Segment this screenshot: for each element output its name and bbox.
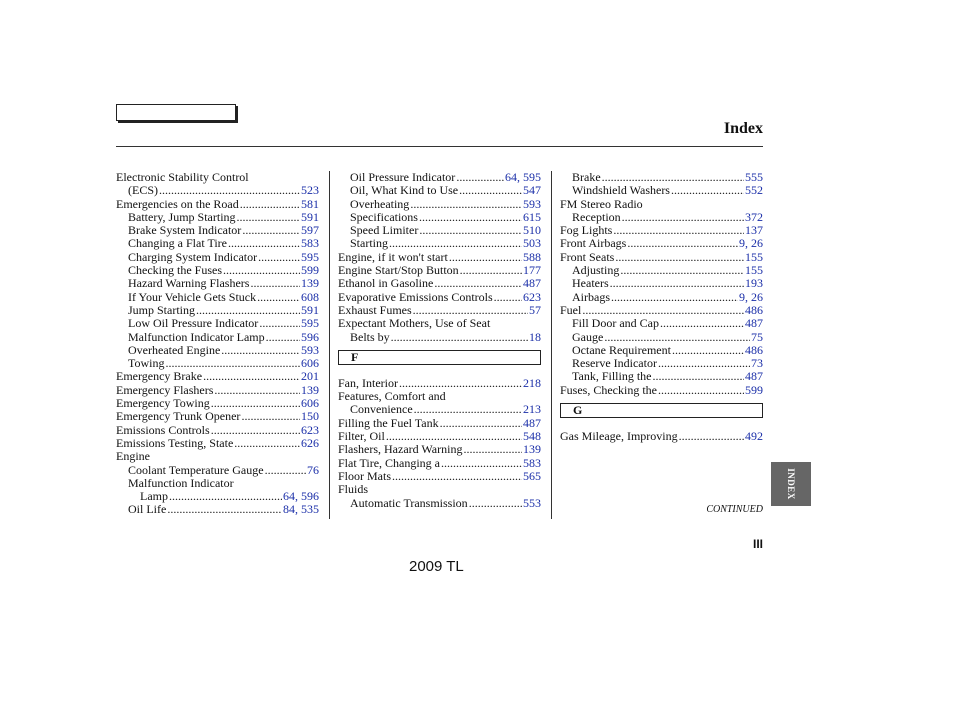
page-reference-link[interactable]: 599 [301, 263, 319, 278]
page-reference-link[interactable]: 64, 596 [283, 489, 319, 504]
page-reference-link[interactable]: 591 [301, 209, 319, 224]
page-reference-link[interactable]: 547 [523, 183, 541, 198]
leader-dots [265, 464, 306, 477]
leader-dots [456, 171, 504, 184]
index-entry [116, 171, 319, 184]
leader-dots [469, 497, 522, 510]
page-reference-link[interactable]: 218 [523, 375, 541, 390]
leader-dots [627, 237, 738, 250]
index-entry-text: Tank, Filling the [572, 369, 652, 384]
section-header: G [560, 403, 763, 418]
leader-dots [391, 331, 528, 344]
index-entry[interactable] [560, 291, 763, 304]
index-entry[interactable] [116, 357, 319, 370]
index-entry-text: Engine [116, 449, 150, 464]
index-entry-text: Flashers, Hazard Warning [338, 442, 463, 457]
leader-dots [610, 277, 744, 290]
index-entry-text: Heaters [572, 276, 609, 291]
index-entry[interactable] [338, 457, 541, 470]
page-reference-link[interactable]: 75 [751, 329, 763, 344]
page-reference-link[interactable]: 615 [523, 209, 541, 224]
leader-dots [386, 430, 522, 443]
leader-dots [250, 277, 300, 290]
index-entry[interactable] [116, 277, 319, 290]
index-column-2 [338, 171, 541, 510]
section-header: F [338, 350, 541, 365]
leader-dots [211, 397, 300, 410]
index-entry[interactable] [338, 291, 541, 304]
page-reference-link[interactable]: 623 [301, 422, 319, 437]
leader-dots [266, 331, 300, 344]
page-reference-link[interactable]: 487 [745, 316, 763, 331]
index-entry-text: Gas Mileage, Improving [560, 429, 678, 444]
page-reference-link[interactable]: 9, 26 [739, 236, 763, 251]
leader-dots [672, 344, 744, 357]
leader-dots [440, 417, 522, 430]
column-divider [329, 171, 330, 519]
index-entry[interactable] [560, 331, 763, 344]
leader-dots [620, 264, 744, 277]
leader-dots [241, 410, 300, 423]
page-reference-link[interactable]: 555 [745, 170, 763, 184]
index-entry-text: Hazard Warning Flashers [128, 276, 250, 291]
index-entry-text: Battery, Jump Starting [128, 209, 236, 224]
index-entry[interactable] [116, 410, 319, 423]
index-side-tab[interactable] [771, 462, 811, 506]
page-reference-link[interactable]: 57 [529, 302, 541, 317]
index-entry[interactable] [116, 211, 319, 224]
index-entry-text: Malfunction Indicator Lamp [128, 329, 265, 344]
index-entry-text: Malfunction Indicator [128, 475, 234, 490]
index-entry-text: Convenience [350, 402, 413, 417]
index-entry[interactable] [560, 370, 763, 383]
page-reference-link[interactable]: 548 [523, 429, 541, 444]
index-entry [338, 390, 541, 403]
page-reference-link[interactable]: 9, 26 [739, 289, 763, 304]
leader-dots [602, 171, 744, 184]
leader-dots [223, 264, 300, 277]
index-entry[interactable] [560, 171, 763, 184]
index-entry-text: Gauge [572, 329, 604, 344]
leader-dots [611, 291, 738, 304]
index-entry-text: Adjusting [572, 263, 620, 278]
index-entry-text: Emergency Towing [116, 396, 210, 411]
index-entry-text: Emergency Flashers [116, 382, 214, 397]
index-entry-text: If Your Vehicle Gets Stuck [128, 289, 257, 304]
leader-dots [159, 184, 300, 197]
index-entry-text: Low Oil Pressure Indicator [128, 316, 259, 331]
leader-dots [414, 403, 522, 416]
index-entry[interactable] [338, 430, 541, 443]
index-entry[interactable] [560, 264, 763, 277]
index-entry[interactable] [338, 417, 541, 430]
index-entry[interactable] [338, 171, 541, 184]
leader-dots [166, 357, 301, 370]
leader-dots [679, 430, 744, 443]
page-reference-link[interactable]: 606 [301, 356, 319, 371]
index-entry[interactable] [338, 184, 541, 197]
index-entry[interactable] [338, 377, 541, 390]
index-entry-text: Automatic Transmission [350, 495, 468, 510]
page-reference-link[interactable]: 591 [301, 302, 319, 317]
index-entry-text: Filter, Oil [338, 429, 385, 444]
page-reference-link[interactable]: 595 [301, 316, 319, 331]
page-title: Index [723, 120, 763, 137]
index-entry[interactable] [116, 370, 319, 383]
index-entry-text: Fog Lights [560, 223, 613, 238]
page-reference-link[interactable]: 593 [523, 196, 541, 211]
leader-dots [441, 457, 522, 470]
page-reference-link[interactable]: 623 [523, 289, 541, 304]
leader-dots [399, 377, 522, 390]
index-entry-text: Overheating [350, 196, 410, 211]
leader-dots [460, 264, 522, 277]
index-entry-text: Brake [572, 170, 601, 184]
leader-dots [604, 331, 750, 344]
index-entry-text: Airbags [572, 289, 610, 304]
page-reference-link[interactable]: 18 [529, 329, 541, 344]
index-entry-text: Checking the Fuses [128, 263, 222, 278]
index-entry-text: Starting [350, 236, 388, 251]
leader-dots [459, 184, 522, 197]
leader-dots [660, 317, 744, 330]
index-entry[interactable] [560, 384, 763, 397]
index-entry [338, 483, 541, 496]
leader-dots [240, 198, 300, 211]
leader-dots [658, 384, 744, 397]
index-entry-text: Jump Starting [128, 302, 196, 317]
index-entry[interactable] [116, 264, 319, 277]
leader-dots [221, 344, 300, 357]
index-entry-text: Belts by [350, 329, 390, 344]
leader-dots [259, 317, 300, 330]
index-entry-text: Overheated Engine [128, 342, 221, 357]
leader-dots [237, 211, 300, 224]
index-entry[interactable] [338, 470, 541, 483]
index-entry-text: Speed Limiter [350, 223, 419, 238]
index-entry-text: Emergency Brake [116, 369, 203, 384]
index-entry [116, 450, 319, 463]
page-reference-link[interactable]: 155 [745, 263, 763, 278]
index-entry[interactable] [116, 503, 319, 516]
index-entry[interactable] [116, 397, 319, 410]
index-side-tab-label: INDEX [785, 468, 796, 500]
leader-dots [257, 291, 300, 304]
page-reference-link[interactable]: 565 [523, 468, 541, 483]
page-reference-link[interactable]: 581 [301, 196, 319, 211]
index-entry[interactable] [116, 237, 319, 250]
index-entry[interactable] [116, 490, 319, 503]
page-reference-link[interactable]: 595 [301, 249, 319, 264]
leader-dots [242, 224, 300, 237]
index-entry-text: Octane Requirement [572, 342, 671, 357]
leader-dots [203, 370, 300, 383]
leader-dots [434, 277, 522, 290]
index-entry[interactable] [338, 224, 541, 237]
header-rule [116, 146, 763, 147]
header-box [116, 104, 236, 121]
page-reference-link[interactable]: 137 [745, 223, 763, 238]
index-entry-text: Specifications [350, 209, 418, 224]
index-entry-text: Emissions Controls [116, 422, 210, 437]
page-reference-link[interactable]: 84, 535 [283, 502, 319, 517]
page-reference-link[interactable]: 503 [523, 236, 541, 251]
index-entry[interactable] [560, 237, 763, 250]
page-reference-link[interactable]: 76 [307, 462, 319, 477]
page-reference-link[interactable]: 608 [301, 289, 319, 304]
index-entry[interactable] [338, 277, 541, 290]
index-entry-text: Fan, Interior [338, 375, 398, 390]
index-entry-text: Fuses, Checking the [560, 382, 657, 397]
page-reference-link[interactable]: 139 [301, 382, 319, 397]
index-entry[interactable] [338, 497, 541, 510]
index-entry[interactable] [116, 224, 319, 237]
index-entry[interactable] [338, 403, 541, 416]
leader-dots [449, 251, 522, 264]
index-entry-text: FM Stereo Radio [560, 196, 643, 211]
index-entry[interactable] [560, 357, 763, 370]
page-reference-link[interactable]: 486 [745, 302, 763, 317]
page-reference-link[interactable]: 593 [301, 342, 319, 357]
index-entry-text: Oil Life [128, 502, 167, 517]
page-reference-link[interactable]: 139 [301, 276, 319, 291]
index-entry[interactable] [116, 251, 319, 264]
index-entry-text: Emergency Trunk Opener [116, 409, 241, 424]
index-entry[interactable] [338, 443, 541, 456]
index-column-1 [116, 171, 319, 517]
index-entry-text: Exhaust Fumes [338, 302, 412, 317]
index-entry[interactable] [116, 464, 319, 477]
index-entry[interactable] [560, 304, 763, 317]
page-reference-link[interactable]: 626 [301, 435, 319, 450]
index-entry[interactable] [560, 317, 763, 330]
page-reference-link[interactable]: 583 [301, 236, 319, 251]
index-entry-text: Ethanol in Gasoline [338, 276, 434, 291]
index-entry[interactable] [116, 291, 319, 304]
index-entry[interactable] [116, 331, 319, 344]
page-reference-link[interactable]: 597 [301, 223, 319, 238]
index-entry-text: Electronic Stability Control [116, 170, 249, 184]
index-entry[interactable] [116, 304, 319, 317]
leader-dots [613, 224, 744, 237]
index-entry[interactable] [560, 211, 763, 224]
index-entry-text: Floor Mats [338, 468, 392, 483]
index-entry[interactable] [116, 198, 319, 211]
index-column-3 [560, 171, 763, 443]
leader-dots [463, 443, 522, 456]
leader-dots [413, 304, 528, 317]
leader-dots [419, 211, 522, 224]
page-reference-link[interactable]: 599 [745, 382, 763, 397]
page-reference-link[interactable]: 523 [301, 183, 319, 198]
index-entry[interactable] [338, 198, 541, 211]
index-entry-text: Fuel [560, 302, 582, 317]
index-entry-text: Fluids [338, 482, 369, 497]
index-entry-text: Features, Comfort and [338, 389, 446, 404]
page-reference-link[interactable]: 213 [523, 402, 541, 417]
leader-dots [214, 384, 300, 397]
index-entry[interactable] [116, 344, 319, 357]
index-entry-text: Front Airbags [560, 236, 627, 251]
index-entry[interactable] [338, 211, 541, 224]
leader-dots [211, 424, 300, 437]
index-entry-text: (ECS) [128, 183, 158, 198]
index-entry-text: Oil, What Kind to Use [350, 183, 459, 198]
index-entry-text: Towing [128, 356, 165, 371]
page-reference-link[interactable]: 606 [301, 396, 319, 411]
page-reference-link[interactable]: 73 [751, 356, 763, 371]
page-reference-link[interactable]: 510 [523, 223, 541, 238]
page-reference-link[interactable]: 64, 595 [505, 170, 541, 184]
index-entry[interactable] [116, 384, 319, 397]
index-entry[interactable] [560, 184, 763, 197]
page-number: III [752, 537, 763, 551]
index-entry[interactable] [560, 224, 763, 237]
index-entry-text: Brake System Indicator [128, 223, 242, 238]
index-entry-text: Reception [572, 209, 621, 224]
index-entry-text: Expectant Mothers, Use of Seat [338, 316, 491, 331]
leader-dots [258, 251, 300, 264]
page-reference-link[interactable]: 583 [523, 455, 541, 470]
leader-dots [494, 291, 522, 304]
index-entry[interactable] [116, 424, 319, 437]
index-entry-text: Front Seats [560, 249, 615, 264]
index-entry-text: Changing a Flat Tire [128, 236, 228, 251]
index-entry[interactable] [560, 344, 763, 357]
page-reference-link[interactable]: 177 [523, 263, 541, 278]
page-reference-link[interactable]: 553 [523, 495, 541, 510]
page-reference-link[interactable]: 487 [745, 369, 763, 384]
index-entry[interactable] [116, 184, 319, 197]
page-reference-link[interactable]: 201 [301, 369, 319, 384]
index-entry-text: Lamp [140, 489, 168, 504]
leader-dots [658, 357, 750, 370]
index-entry[interactable] [338, 251, 541, 264]
index-entry-text: Reserve Indicator [572, 356, 657, 371]
index-entry[interactable] [116, 437, 319, 450]
leader-dots [615, 251, 744, 264]
leader-dots [622, 211, 744, 224]
page-reference-link[interactable]: 372 [745, 209, 763, 224]
leader-dots [169, 490, 282, 503]
page-reference-link[interactable]: 596 [301, 329, 319, 344]
leader-dots [410, 198, 522, 211]
page-reference-link[interactable]: 155 [745, 249, 763, 264]
index-entry[interactable] [560, 251, 763, 264]
leader-dots [392, 470, 522, 483]
page-reference-link[interactable]: 150 [301, 409, 319, 424]
index-entry[interactable] [338, 304, 541, 317]
index-entry [560, 198, 763, 211]
index-entry [116, 477, 319, 490]
index-entry[interactable] [560, 430, 763, 443]
index-entry-text: Windshield Washers [572, 183, 670, 198]
leader-dots [389, 237, 522, 250]
index-entry[interactable] [560, 277, 763, 290]
leader-dots [582, 304, 744, 317]
leader-dots [653, 370, 745, 383]
index-entry-text: Fill Door and Cap [572, 316, 659, 331]
page-reference-link[interactable]: 487 [523, 276, 541, 291]
leader-dots [419, 224, 522, 237]
page-reference-link[interactable]: 487 [523, 415, 541, 430]
index-entry[interactable] [116, 317, 319, 330]
index-entry-text: Flat Tire, Changing a [338, 455, 441, 470]
leader-dots [196, 304, 300, 317]
leader-dots [234, 437, 300, 450]
index-entry[interactable] [338, 237, 541, 250]
index-entry-text: Emissions Testing, State [116, 435, 234, 450]
index-entry-text: Filling the Fuel Tank [338, 415, 439, 430]
leader-dots [671, 184, 744, 197]
index-entry-text: Oil Pressure Indicator [350, 170, 456, 184]
continued-note: CONTINUED [706, 504, 763, 515]
page-reference-link[interactable]: 492 [745, 429, 763, 444]
index-entry[interactable] [338, 264, 541, 277]
page-reference-link[interactable]: 552 [745, 183, 763, 198]
index-entry-text: Engine Start/Stop Button [338, 263, 459, 278]
index-entry [338, 317, 541, 330]
page-reference-link[interactable]: 486 [745, 342, 763, 357]
page-reference-link[interactable]: 139 [523, 442, 541, 457]
page-reference-link[interactable]: 193 [745, 276, 763, 291]
index-entry-text: Engine, if it won't start [338, 249, 448, 264]
page-reference-link[interactable]: 588 [523, 249, 541, 264]
leader-dots [167, 503, 282, 516]
footer-model: 2009 TL [409, 558, 464, 575]
index-entry[interactable] [338, 331, 541, 344]
column-divider [551, 171, 552, 519]
index-entry-text: Evaporative Emissions Controls [338, 289, 493, 304]
index-entry-text: Charging System Indicator [128, 249, 258, 264]
index-entry-text: Emergencies on the Road [116, 196, 239, 211]
index-entry-text: Coolant Temperature Gauge [128, 462, 264, 477]
leader-dots [228, 237, 300, 250]
